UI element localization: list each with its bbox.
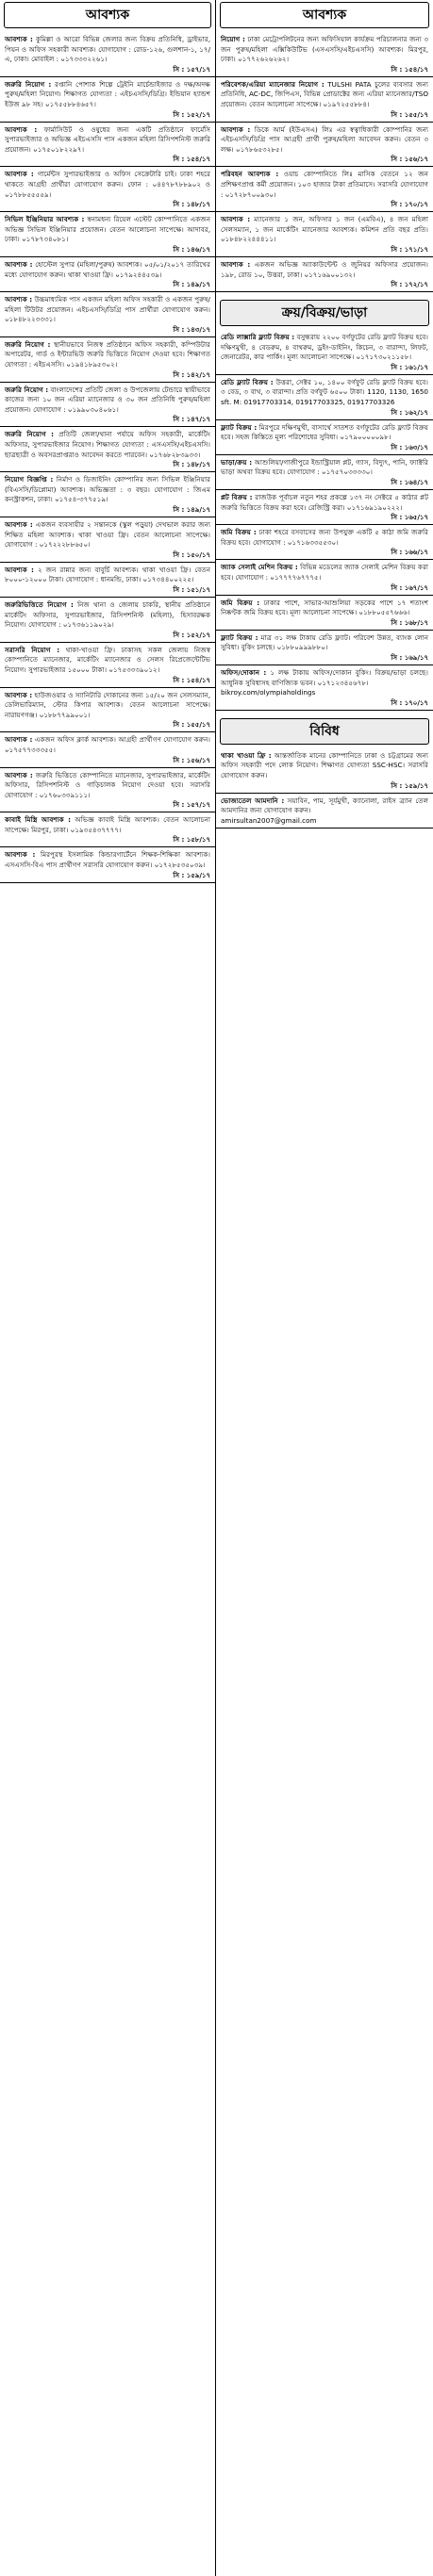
- ad-code: সি : ১৫৫/১৭: [391, 110, 428, 119]
- ad-body: ম্যানেজার ১ জন, অফিসার ১ জন (এমবিএ), ৪ জন মহিলা সেলসম্যান, ১ জন মার্কেটিং ম্যানেজার আবশ্যক। কমিশন প্রতি বছর প্রতি। ০১৮৪৮২২৪৪৪১১।: [221, 215, 428, 244]
- ad-body: আন্তর্জাতিক মানের কোম্পানিতে ঢাকা ও চট্টগ্রামের জন্য অফিস সহকারী পদে লোক নিয়োগ। শিক্ষাগত যোগ্যতা SSC-HSC। সরাসরি যোগাযোগ করুন।: [221, 750, 428, 779]
- ad-code: সি : ১৫১/১৭: [173, 585, 210, 594]
- ad-heading: আবশ্যক :: [5, 124, 38, 134]
- classified-ad: [0, 123, 215, 168]
- ad-body: একজন ব্যবসায়ীর ২ সন্তানকে (স্কুল পড়ুয়া) দেখভাল করার জন্য শিক্ষিত মহিলা আবশ্যক। থাকা খাওয়া ফ্রি। বেতন আলোচনা সাপেক্ষে। যোগাযোগ : ০১৭২২২৮৮৬৫০।: [5, 520, 210, 550]
- ad-body: হোস্টেল সুপার (মহিলা/পুরুষ) আবশ্যক। ০৫/০১/২০১৭ তারিখের মধ্যে যোগাযোগ করুন। থাকা খাওয়া ফ্রি। ০১৭৯২৪৪৫৩৯।: [5, 259, 210, 279]
- ad-heading: আবশ্যক :: [5, 35, 33, 43]
- ad-body: ফার্মাসিউট ও ওষুধের জন্য একটি প্রতিষ্ঠানে ফার্মেসি সুপারভাইজার ও অভিজ্ঞ এইচএসসি পাস একজন মহিলা রিসিপশনিস্ট জরুরি প্রয়োজন। ০১৭৫০১৮২২৯৭।: [5, 124, 210, 154]
- section-header-wanted-right: আবশ্যক: [220, 2, 429, 28]
- ad-code: সি : ১৭০/১৭: [391, 201, 428, 209]
- ad-code: সি : ১৫৭/১৭: [173, 801, 210, 810]
- ad-heading: জ্যাক সেলাই মেশিন বিক্রয় :: [221, 563, 298, 572]
- ad-code: সি : ১৭০/১৭: [391, 698, 428, 707]
- ad-body: ২ জন রান্নার জন্য বাবুর্চি আবশ্যক। থাকা খাওয়া ফ্রি। বেতন ৮০০০-১২০০০ টাকা। যোগাযোগ : ধানমন্ডি, ঢাকা। ০১৭৩৪৪০০২২৫।: [5, 565, 210, 584]
- ad-body: মিরপুরস্থ ইসলামিক কিন্ডারগার্টেনে শিক্ষক-শিক্ষিকা আবশ্যক। এসএসসি-বিএ পাস প্রার্থীগণ সরাসরি যোগাযোগ করুন। ০১৭২৮৫৩৫০৩৯।: [5, 850, 210, 870]
- ad-heading: সরাসরি নিয়োগ :: [5, 645, 60, 654]
- ad-code: সি : ১৫৯/১৭: [173, 871, 210, 879]
- ad-heading: আবশ্যক :: [5, 850, 36, 860]
- ad-heading: অফিস/দোকান :: [221, 667, 267, 677]
- right-column: [216, 0, 433, 2576]
- ad-code: সি : ১৬৪/১৭: [391, 479, 428, 487]
- ad-contact-link[interactable]: amirsultan2007@gmail.com: [221, 815, 317, 825]
- ad-code: সি : ১৬৯/১৭: [391, 653, 428, 662]
- ad-heading: জরুরি নিয়োগ :: [5, 339, 51, 349]
- ad-body: স্থানীয়ভাবে নিজস্ব প্রতিষ্ঠানে অফিস সহকারী, কম্পিউটার অপারেটর, গার্ড ও ইন্টারভিউ জরুরি ভিত্তিতে নিয়োগ দেওয়া হবে। শিক্ষাগত যোগ্যতা : এইচএসসি। ০১৯৪১৮৯৫৩০২।: [5, 339, 210, 369]
- ad-heading: রেডি লাক্সারি ফ্ল্যাট বিক্রয় :: [221, 333, 295, 342]
- classified-ad: [216, 375, 433, 420]
- classified-ad: [0, 688, 215, 733]
- classified-ad: [216, 420, 433, 455]
- classified-ad: [0, 643, 215, 688]
- ad-body: মাত্র ৩১ লক্ষ টাকায় রেডি ফ্ল্যাট। পরিবেশ উন্নত, ব্যাংক লোন সুবিধা। বুকিং চলছে। ০১৮৮০৯৯৯৮৮০।: [221, 632, 428, 652]
- ad-heading: আবশ্যক :: [5, 170, 34, 179]
- ad-code: সি : ১৪৮/১৭: [173, 461, 210, 469]
- left-column: [0, 0, 216, 2576]
- ad-body: জরুরি ভিত্তিতে কোম্পানিতে ম্যানেজার, সুপারভাইজার, মার্কেটিং অফিসার, রিসিপশনিস্ট ও গাড়িচালক নিয়োগ দেওয়া হবে। সরাসরি যোগাযোগ : ০১৭৬০৩৩৯১১১।: [5, 770, 210, 799]
- ad-code: সি : ১৫৯/১৭: [391, 781, 428, 790]
- ad-heading: আবশ্যক :: [5, 259, 33, 269]
- ad-code: সি : ১৫০/১৭: [173, 550, 210, 559]
- classified-ad: [0, 32, 215, 77]
- classified-ad: [0, 517, 215, 563]
- ad-body: স্বনামধন্য রিয়েল এস্টেট কোম্পানিতে একজন অভিজ্ঞ সিভিল ইঞ্জিনিয়ার প্রয়োজন। বেতন আলোচনা সাপেক্ষে। আদাবর, ঢাকা। ০১৭৮৭৩৪০৮১।: [5, 215, 210, 244]
- ad-code: সি : ১৪২/১৭: [173, 370, 210, 379]
- classified-ad: [0, 77, 215, 123]
- classified-ad: [216, 212, 433, 257]
- ad-body: উচ্চমাধ্যমিক পাস একজন মহিলা অফিস সহকারী ও একজন পুরুষ/মহিলা টিউটর প্রয়োজন। এইচএসসি/ডিগ্রি পাস প্রার্থীরা যোগাযোগ করুন। ০১৮৪৮২২৩৩৩১।: [5, 295, 210, 324]
- section-header-buy-sell-rent: ক্রয়/বিক্রয়/ভাড়া: [220, 300, 429, 326]
- classified-ad: [216, 631, 433, 665]
- ad-body: TULSHI PATA চুলের ব্যবসার জন্য প্রতিনিধি, AC-DC, জিপিএস, বিভিন্ন প্রোডাক্টের জন্য এরিয়া ম্যানেজার/TSO প্রয়োজন। বেতন আলোচনা সাপেক্ষে। ০১৯৭২৫৫৮৮৪।: [221, 79, 428, 108]
- section-header-wanted-left: আবশ্যক: [4, 2, 211, 28]
- ad-heading: আবশ্যক :: [221, 215, 251, 224]
- ad-body: আশুলিয়া/গাজীপুরে ইন্ডাস্ট্রিয়াল প্লট, গ্যাস, বিদ্যুৎ, পানি, ফ্যাক্টরি ভাড়া অথবা বিক্রয় হবে। যোগাযোগ : ০১৭৫৭০৩৩৩৩০।: [221, 457, 428, 477]
- ad-body: গার্মেন্টস সুপারভাইজার ও অফিস সেক্রেটারি চাই। ঢাকা শহরে থাকতে আগ্রহী প্রার্থীরা যোগাযোগ করুন। ফোন : ০৪৪৭৮৭৮৮৯০২ ও ০১৭৮৮৫৫৫৫৯।: [5, 170, 210, 199]
- ad-heading: ভাড়া/ক্রয় :: [221, 457, 253, 467]
- ad-heading: জমি বিক্রয় :: [221, 528, 257, 537]
- ad-heading: ভোজ্যতেল আমদানি :: [221, 796, 285, 805]
- ad-code: সি : ১৬৩/১৭: [391, 443, 428, 451]
- ad-heading: থাকা খাওয়া ফ্রি :: [221, 750, 272, 760]
- ad-code: সি : ১৬৬/১৭: [391, 549, 428, 557]
- ad-code: সি : ১৪৯/১৭: [173, 506, 210, 514]
- ad-code: সি : ১৬১/১৭: [391, 363, 428, 371]
- classified-ad: [216, 455, 433, 490]
- classified-ad: [0, 337, 215, 383]
- classified-ad: [216, 665, 433, 711]
- classified-ad: [0, 472, 215, 517]
- ad-body: সয়াবিন, পাম, সূর্যমুখী, ক্যানোলা, রাইস ব্র্যান তেল আমদানির জন্য যোগাযোগ করুন।: [221, 796, 429, 815]
- ad-heading: জমি বিক্রয় :: [221, 598, 260, 607]
- classified-ad: [216, 490, 433, 525]
- ad-code: সি : ১৫২/১৭: [173, 631, 210, 639]
- ad-code: সি : ১৫৪/১৭: [173, 156, 210, 164]
- ad-heading: আবশ্যক :: [5, 690, 33, 699]
- ad-body: বাংলাদেশের প্রতিটি জেলা ও উপজেলায় টেন্ডারে স্থায়ীভাবে কাজের জন্য ১০ জন এরিয়া ম্যানেজার ও ৩০ জন প্রতিনিধি পুরুষ/মহিলা প্রয়োজন। যোগাযোগ : ০১৯৯০৩০৪০৬১।: [5, 385, 210, 414]
- ad-heading: জরুরি নিয়োগ :: [5, 385, 49, 394]
- ad-heading: নিয়োগ :: [221, 35, 245, 43]
- ad-heading: পরিবেশক/এরিয়া ম্যানেজার নিয়োগ :: [221, 79, 325, 89]
- ad-heading: আবশ্যক :: [221, 124, 251, 134]
- ad-heading: আবশ্যক :: [5, 520, 33, 529]
- classified-ad: [0, 812, 215, 847]
- ad-code: সি : ১৪৮/১৭: [173, 201, 210, 209]
- ad-heading: জরুরিভিত্তিতে নিয়োগ :: [5, 599, 74, 609]
- ad-code: সি : ১৫৭/১৭: [173, 65, 210, 74]
- ad-heading: প্লট বিক্রয় :: [221, 493, 253, 502]
- classified-ad: [216, 330, 433, 375]
- ad-code: সি : ১৫৬/১৭: [391, 156, 428, 164]
- ad-code: সি : ১৬৮/১৭: [391, 618, 428, 627]
- ad-code: সি : ১৬২/১৭: [391, 408, 428, 417]
- ad-list-buy-sell: [216, 330, 433, 711]
- ad-code: সি : ১৬৭/১৭: [391, 583, 428, 592]
- ad-code: সি : ১৫২/১৭: [173, 110, 210, 119]
- ad-heading: পরিবহন আবশ্যক :: [221, 170, 279, 179]
- classified-ad: [0, 598, 215, 643]
- ad-body: নির্মাণ ও ডিজাইনিং কোম্পানির জন্য সিভিল ইঞ্জিনিয়ার (বিএসসি/ডিপ্লোমা) আবশ্যক। অভিজ্ঞতা : ৩ বছর। যোগাযোগ : জিএম কনস্ট্রাকশন, ঢাকা। ০১৭৫৪-৩৭৭৫১৯।: [5, 475, 210, 504]
- ad-body: রপ্তানি পোশাক শিল্পে ট্রেইনি মার্চেন্ডাইজার ও দক্ষ/অদক্ষ পুরুষ/মহিলা নিয়োগ। শিক্ষাগত যোগ্যতা : এইচএসসি/ডিগ্রি। ইন্ডিয়ান হ্যান্ডশ ইউজ ৯৮ সহ। ০১৭৫৫৮৮৪৬৫৭।: [5, 79, 210, 108]
- ad-heading: রেডি ফ্ল্যাট বিক্রয় :: [221, 377, 274, 386]
- ad-code: সি : ১৪৭/১৭: [173, 416, 210, 424]
- ad-body: নিজ থানা ও জেলায় চাকরি, স্থানীয় প্রতিষ্ঠানে মার্কেটিং অফিসার, সুপারভাইজার, রিসিপশনিস্ট (মহিলা), হিসাবরক্ষক নিয়োগ। যোগাযোগ : ০১৭৩৬১১৯০২৯।: [5, 599, 210, 630]
- ad-heading: আবশ্যক :: [5, 770, 33, 779]
- ad-heading: জরুরি নিয়োগ :: [5, 430, 54, 439]
- ad-body: উত্তরা, সেক্টর ১০, ১৪০০ বর্গফুট রেডি ফ্ল্যাট বিক্রয় হবে। ৩ বেড, ৩ বাথ, ৩ বারান্দা। প্রতি বর্গফুট ৬৫০০ টাকা। 1120, 1130, 1650 sft. M: 01917703314, 01917703325, 01917703326: [221, 377, 429, 407]
- ad-code: সি : ১৫৮/১৭: [173, 836, 210, 845]
- ad-body: কুমিল্লা ও আরো বিভিন্ন জেলার জন্য বিক্রয় প্রতিনিধি, ড্রাইভার, পিয়ন ও অফিস সহকারী আবশ্যক। যোগাযোগ : রোড-১২৬, গুলশান-১, ১৭/এ, ঢাকা। মোবাইল : ০১৭৩৩৩২২৬১।: [5, 35, 210, 64]
- ad-code: সি : ১৫৪/১৭: [391, 65, 428, 74]
- classified-ad: [216, 123, 433, 168]
- classified-ad: [0, 768, 215, 813]
- ad-code: সি : ১৫৪/১৭: [173, 676, 210, 684]
- classified-ad: [0, 847, 215, 882]
- ad-list-misc: [216, 748, 433, 829]
- ad-code: সি : ১৪৩/১৭: [173, 325, 210, 334]
- ad-body: ডিকে আর্ম (ইউএসএ) লিঃ এর স্বত্বাধিকারী কোম্পানির জন্য এইচএসসি/ডিগ্রি পাস আগ্রহী প্রার্থী পুরুষ/মহিলা আবেদন করুন। বেতন ৩ লক্ষ। ০১৭৮৬৫৩২৮৫।: [221, 124, 428, 154]
- ad-heading: ফ্ল্যাট বিক্রয় :: [221, 422, 258, 432]
- classified-ad: [0, 383, 215, 428]
- ad-list-left: [0, 32, 215, 883]
- classified-ad: [0, 427, 215, 472]
- ad-body: ১ লক্ষ টাকায় অফিস/দোকান বুকিং। বিক্রয়/ভাড়া চলছে। আধুনিক সুবিধাসহ বাণিজ্যিক ভবন। ০১৭১২৩৪৫৬৭৮।: [221, 667, 428, 687]
- ad-heading: সিভিল ইঞ্জিনিয়ার আবশ্যক :: [5, 215, 85, 224]
- classified-ad: [0, 212, 215, 257]
- ad-body: বিভিন্ন মডেলের জ্যাক সেলাই মেশিন বিক্রয় করা হবে। যোগাযোগ : ০১৭৭৭৭৬৭৭৭৫।: [221, 563, 428, 582]
- ad-body: ঢাকা মেট্রোপলিটনের জন্য অফিসিয়াল কার্যক্রম পরিচালনার জন্য ৩ জন পুরুষ/মহিলা এক্সিকিউটিভ (এসএসসি/এইচএসসি) আবশ্যক। মিরপুর, ঢাকা। ০১৭৭২৬২৬২৬২।: [221, 35, 428, 64]
- ad-body: মিরপুরে দক্ষিণমুখী, বাসার্থে সাতশত বর্গফুটের রেডি ফ্ল্যাট বিক্রয় হবে। সহজ কিস্তিতে মূল্য পরিশোধের সুবিধা। ০১৭৯০০০০০৯৮।: [221, 422, 429, 442]
- classified-ad: [0, 292, 215, 337]
- classified-ad: [216, 748, 433, 794]
- classified-ad: [216, 257, 433, 292]
- classified-ad: [0, 732, 215, 767]
- ad-body: ঢাকার পাশে, সাভার-আশুলিয়া সড়কের পাশে ১৭ শতাংশ নিষ্কণ্টক জমি বিক্রয় হবে। মূল্য আলোচনা সাপেক্ষে। ০১৮৮০৫৫৭৬৬৬।: [221, 598, 428, 617]
- classified-ad: [216, 167, 433, 212]
- ad-body: ওয়াচ কোম্পানিতে লিঃ মাসিক বেতনে ১২ জন প্রশিক্ষণপ্রাপ্ত কর্মী প্রয়োজন। ১০৩ হাজার টাকা প্রতিমাসে। সরাসরি যোগাযোগ : ০১৭২৮৭০০৯৩০।: [221, 170, 428, 199]
- classified-ad: [216, 525, 433, 560]
- ad-contact-link[interactable]: bikroy.com/olympiaholdings: [221, 688, 316, 697]
- classified-ad: [216, 794, 433, 829]
- section-header-misc: বিবিধ: [220, 718, 429, 745]
- ad-heading: নিয়োগ বিজ্ঞপ্তি :: [5, 475, 54, 484]
- ad-body: রাজউক পূর্বাচল নতুন শহর প্রকল্পে ১৩৭ নং সেক্টরে ৫ কাঠার প্লট জরুরি ভিত্তিতে বিক্রয় করা হবে। রেজিস্ট্রি করা। ০১৭১৬৯১৯০২২২।: [221, 493, 428, 512]
- classified-ad: [0, 167, 215, 212]
- ad-body: প্রতিটি জেলা/থানা পর্যায়ে অফিস সহকারী, মার্কেটিং অফিসার, সুপারভাইজার নিয়োগ। শিক্ষাগত যোগ্যতা : এসএসসি/এইচএসসি। ছাত্রছাত্রী ও অবসরপ্রাপ্তরাও আবেদন করতে পারবেন। ০১৭৬৮২৮৩৯৩৩।: [5, 430, 210, 459]
- ad-body: বসুন্ধরায় ২২০০ বর্গফুটের রেডি ফ্ল্যাট বিক্রয় হবে। দক্ষিণমুখী, ৪ বেডরুম, ৪ বাথরুম, ড্রইং-ডাইনিং, কিচেন, ৩ বারান্দা, লিফট, জেনারেটর, কার পার্কিং। মূল্য আলোচনা সাপেক্ষে। ০১৭১৭৩০২১১৫৮।: [221, 333, 428, 362]
- ad-heading: কাবাই মিস্ত্রি আবশ্যক :: [5, 815, 72, 825]
- classified-ad: [216, 596, 433, 631]
- ad-body: একজন অফিস ক্লার্ক আবশ্যক। আগ্রহী প্রার্থীগণ যোগাযোগ করুন। ০১৭৫৭৭৩৩৩৫৫।: [5, 735, 210, 754]
- ad-body: একজন অভিজ্ঞ অ্যাকাউন্টেন্ট ও জুনিয়র অফিসার প্রয়োজন। ১৯৮, রোড ১০, উত্তরা, ঢাকা। ০১৭১৬৯০০১৩২।: [221, 259, 428, 279]
- ad-list-right-wanted: [216, 32, 433, 292]
- ad-code: সি : ১৪৬/১৭: [173, 245, 210, 254]
- ad-code: সি : ১৪৯/১৭: [173, 281, 210, 289]
- classified-ad: [216, 77, 433, 123]
- ad-body: ঢাকা শহরে বসবাসের জন্য উপযুক্ত একটি ৫ কাঠা জমি জরুরি বিক্রয় হবে। যোগাযোগ : ০১৭১৬৩৩৫৫৩০।: [221, 528, 428, 547]
- ad-heading: আবশ্যক :: [5, 565, 34, 574]
- classified-ad: [0, 257, 215, 292]
- ad-body: অভিজ্ঞ কাবাই মিস্ত্রি আবশ্যক। বেতন আলোচনা সাপেক্ষে। মিরপুর, ঢাকা। ০১৯৩৫৪৩৭৭৭৭।: [5, 815, 210, 834]
- classified-ad: [216, 32, 433, 77]
- ad-heading: ফ্ল্যাট বিক্রয় :: [221, 632, 258, 642]
- ad-heading: আবশ্যক :: [221, 259, 251, 269]
- ad-code: সি : ১৫৬/১৭: [173, 756, 210, 764]
- ad-heading: আবশ্যক :: [5, 735, 33, 745]
- ad-heading: আবশ্যক :: [5, 295, 33, 304]
- ad-code: সি : ১৭২/১৭: [391, 281, 428, 289]
- ad-heading: জরুরি নিয়োগ :: [5, 79, 52, 89]
- ad-body: হাউজওয়ার ও স্যানিটারি দোকানের জন্য ১৫/২০ জন সেলসম্যান, ডেলিভারিম্যান, স্টোর কিপার আবশ্যক। বেতন আলোচনা সাপেক্ষে। নারায়ণগঞ্জ। ০১৮৮৭৭৯৯০০১।: [5, 690, 210, 719]
- ad-code: সি : ১৫৫/১৭: [173, 721, 210, 730]
- classified-ad: [216, 560, 433, 595]
- classified-ad: [0, 563, 215, 598]
- ad-code: সি : ১৬৫/১৭: [391, 514, 428, 522]
- ad-body: থাকা-খাওয়া ফ্রি। ঢাকাসহ সকল জেলায় নিজস্ব কোম্পানিতে ম্যানেজার, মার্কেটিং ম্যানেজার ও সেলস রিপ্রেজেন্টেটিভ নিয়োগ। সুপারভাইজার ১৫০০০ টাকা। ০১৭৫৩৩৩৯০১২।: [5, 645, 211, 674]
- ad-code: সি : ১৭১/১৭: [391, 245, 428, 254]
